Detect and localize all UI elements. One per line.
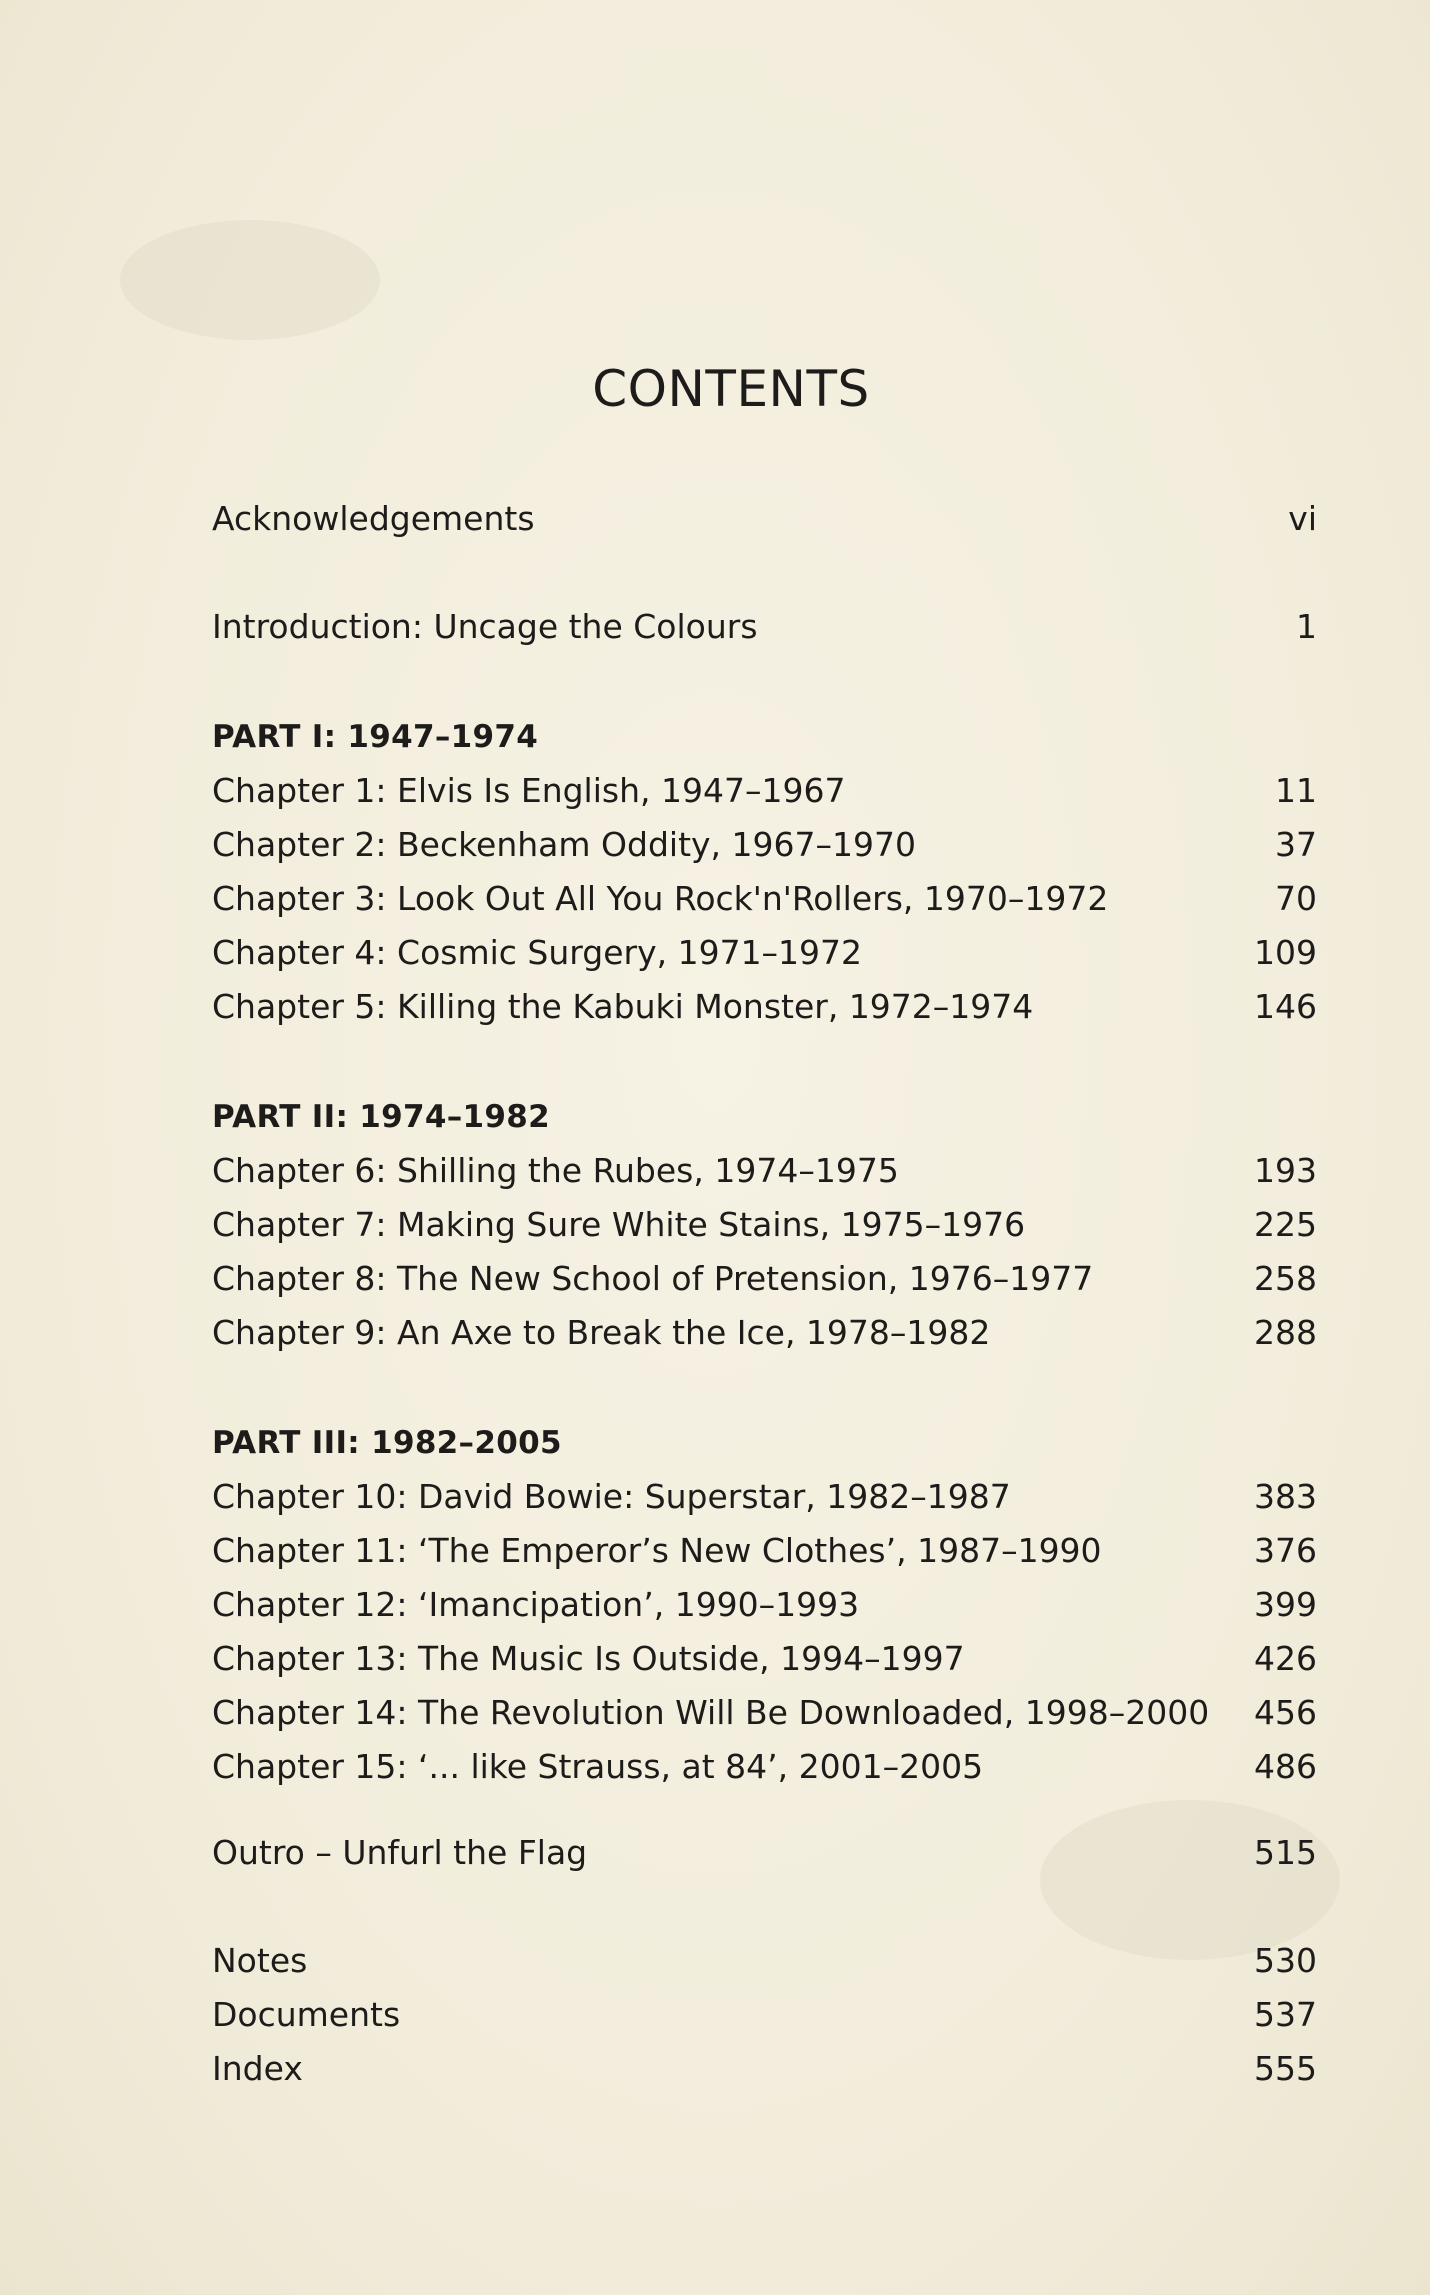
toc-entry-label: Chapter 3: Look Out All You Rock'n'Rollers, 1970–1972	[212, 879, 1109, 918]
toc-entry-page: 399	[1254, 1585, 1317, 1624]
part-heading: PART II: 1974–1982	[212, 1099, 550, 1135]
toc-entry-page: vi	[1288, 499, 1317, 538]
toc-entry-label: Chapter 7: Making Sure White Stains, 1975–1976	[212, 1205, 1026, 1244]
toc-entry-label: Index	[212, 2049, 303, 2088]
toc-entry-label: Chapter 2: Beckenham Oddity, 1967–1970	[212, 825, 916, 864]
toc-entry-chapter	[212, 926, 1317, 980]
part-heading: PART I: 1947–1974	[212, 719, 539, 755]
toc-entry-page: 109	[1254, 933, 1317, 972]
toc-entry-page: 288	[1254, 1313, 1317, 1352]
toc-entry-label: Chapter 13: The Music Is Outside, 1994–1997	[212, 1639, 965, 1678]
toc-entry-label: Chapter 6: Shilling the Rubes, 1974–1975	[212, 1151, 899, 1190]
paper-stain	[120, 220, 380, 340]
toc-entry-page: 37	[1275, 825, 1317, 864]
page-title: CONTENTS	[592, 360, 870, 418]
toc-entry-label: Chapter 11: ‘The Emperor’s New Clothes’, 1987–1990	[212, 1531, 1102, 1570]
toc-entry-outro	[212, 1826, 1317, 1880]
toc-entry-page: 1	[1296, 607, 1317, 646]
toc-entry-page: 426	[1254, 1639, 1317, 1678]
toc-entry-page: 530	[1254, 1941, 1317, 1980]
toc-entry-chapter	[212, 1740, 1317, 1794]
toc-entry-page: 11	[1275, 771, 1317, 810]
toc-entry-label: Chapter 5: Killing the Kabuki Monster, 1972–1974	[212, 987, 1034, 1026]
toc-entry-notes	[212, 1934, 1317, 1988]
toc-entry-documents	[212, 1988, 1317, 2042]
toc-entry-page: 515	[1254, 1833, 1317, 1872]
part-heading: PART III: 1982–2005	[212, 1425, 562, 1461]
toc-entry-label: Chapter 8: The New School of Pretension, 1976–1977	[212, 1259, 1094, 1298]
toc-entry-acknowledgements	[212, 492, 1317, 546]
toc-entry-page: 193	[1254, 1151, 1317, 1190]
toc-entry-page: 376	[1254, 1531, 1317, 1570]
toc-entry-label: Chapter 4: Cosmic Surgery, 1971–1972	[212, 933, 863, 972]
toc-entry-page: 456	[1254, 1693, 1317, 1732]
toc-entry-page: 258	[1254, 1259, 1317, 1298]
toc-entry-chapter	[212, 1686, 1317, 1740]
toc-entry-chapter	[212, 764, 1317, 818]
toc-entry-chapter	[212, 1306, 1317, 1360]
toc-entry-chapter	[212, 872, 1317, 926]
toc-entry-chapter	[212, 818, 1317, 872]
toc-entry-label: Chapter 12: ‘Imancipation’, 1990–1993	[212, 1585, 860, 1624]
toc-entry-chapter	[212, 1252, 1317, 1306]
toc-entry-chapter	[212, 1470, 1317, 1524]
toc-entry-label: Chapter 9: An Axe to Break the Ice, 1978–1982	[212, 1313, 991, 1352]
toc-entry-page: 225	[1254, 1205, 1317, 1244]
toc-entry-chapter	[212, 1632, 1317, 1686]
toc-entry-label: Outro – Unfurl the Flag	[212, 1833, 588, 1872]
toc-entry-chapter	[212, 1578, 1317, 1632]
toc-entry-index	[212, 2042, 1317, 2096]
toc-entry-page: 383	[1254, 1477, 1317, 1516]
toc-entry-page: 70	[1275, 879, 1317, 918]
toc-entry-introduction	[212, 600, 1317, 654]
toc-entry-label: Chapter 10: David Bowie: Superstar, 1982–1987	[212, 1477, 1011, 1516]
toc-entry-chapter	[212, 980, 1317, 1034]
toc-entry-chapter	[212, 1198, 1317, 1252]
toc-entry-label: Introduction: Uncage the Colours	[212, 607, 758, 646]
toc-entry-label: Chapter 1: Elvis Is English, 1947–1967	[212, 771, 846, 810]
toc-entry-chapter	[212, 1144, 1317, 1198]
toc-entry-chapter	[212, 1524, 1317, 1578]
toc-entry-label: Acknowledgements	[212, 499, 535, 538]
toc-entry-page: 486	[1254, 1747, 1317, 1786]
toc-entry-page: 555	[1254, 2049, 1317, 2088]
toc-entry-label: Notes	[212, 1941, 308, 1980]
toc-entry-label: Chapter 15: ‘... like Strauss, at 84’, 2001–2005	[212, 1747, 984, 1786]
toc-entry-label: Chapter 14: The Revolution Will Be Downloaded, 1998–2000	[212, 1693, 1210, 1732]
toc-entry-page: 146	[1254, 987, 1317, 1026]
toc-entry-label: Documents	[212, 1995, 401, 2034]
toc-entry-page: 537	[1254, 1995, 1317, 2034]
